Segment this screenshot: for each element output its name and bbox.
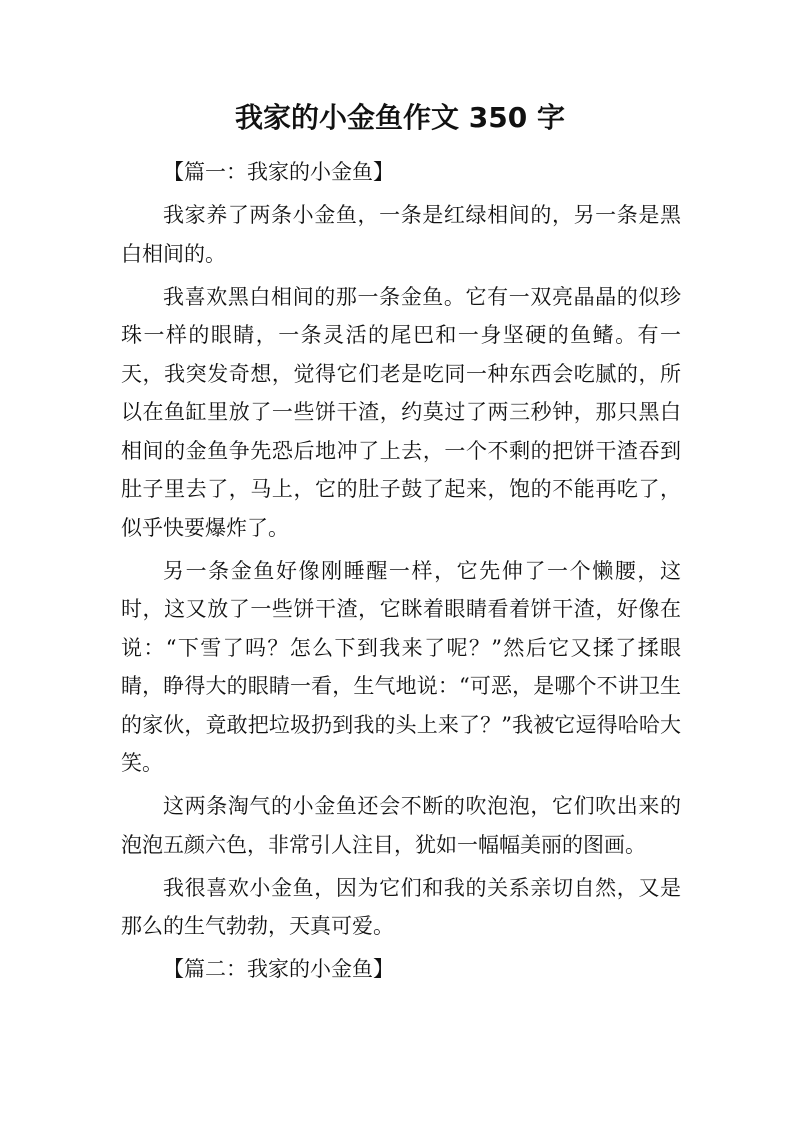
paragraph: 另一条金鱼好像刚睡醒一样，它先伸了一个懒腰，这时，这又放了一些饼干渣，它眯着眼睛看着饼干渣，好像在说：“下雪了吗？怎么下到我来了呢？”然后它又揉了揉眼睛，睁得大的眼睛一看，生气地说：“可恶，是哪个不讲卫生的家伙，竟敢把垃圾扔到我的头上来了？”我被它逗得哈哈大笑。 [121, 558, 681, 775]
document-body [121, 153, 681, 993]
paragraph: 这两条淘气的小金鱼还会不断的吹泡泡，它们吹出来的泡泡五颜六色，非常引人注目，犹如一幅幅美丽的图画。 [121, 794, 681, 857]
paragraph: 我喜欢黑白相间的那一条金鱼。它有一双亮晶晶的似珍珠一样的眼睛，一条灵活的尾巴和一身坚硬的鱼鳍。有一天，我突发奇想，觉得它们老是吃同一种东西会吃腻的，所以在鱼缸里放了一些饼干渣，约莫过了两三秒钟，那只黑白相间的金鱼争先恐后地冲了上去，一个不剩的把饼干渣吞到肚子里去了，马上，它的肚子鼓了起来，饱的不能再吃了，似乎快要爆炸了。 [121, 284, 681, 540]
page-title: 我家的小金鱼作文 350 字 [235, 101, 565, 134]
section-heading-1: 【篇一：我家的小金鱼】 [163, 160, 394, 184]
paragraph: 我家养了两条小金鱼，一条是红绿相间的，另一条是黑白相间的。 [121, 203, 681, 266]
paragraph: 我很喜欢小金鱼，因为它们和我的关系亲切自然，又是那么的生气勃勃，天真可爱。 [121, 875, 681, 938]
section-heading-2: 【篇二：我家的小金鱼】 [163, 957, 394, 981]
